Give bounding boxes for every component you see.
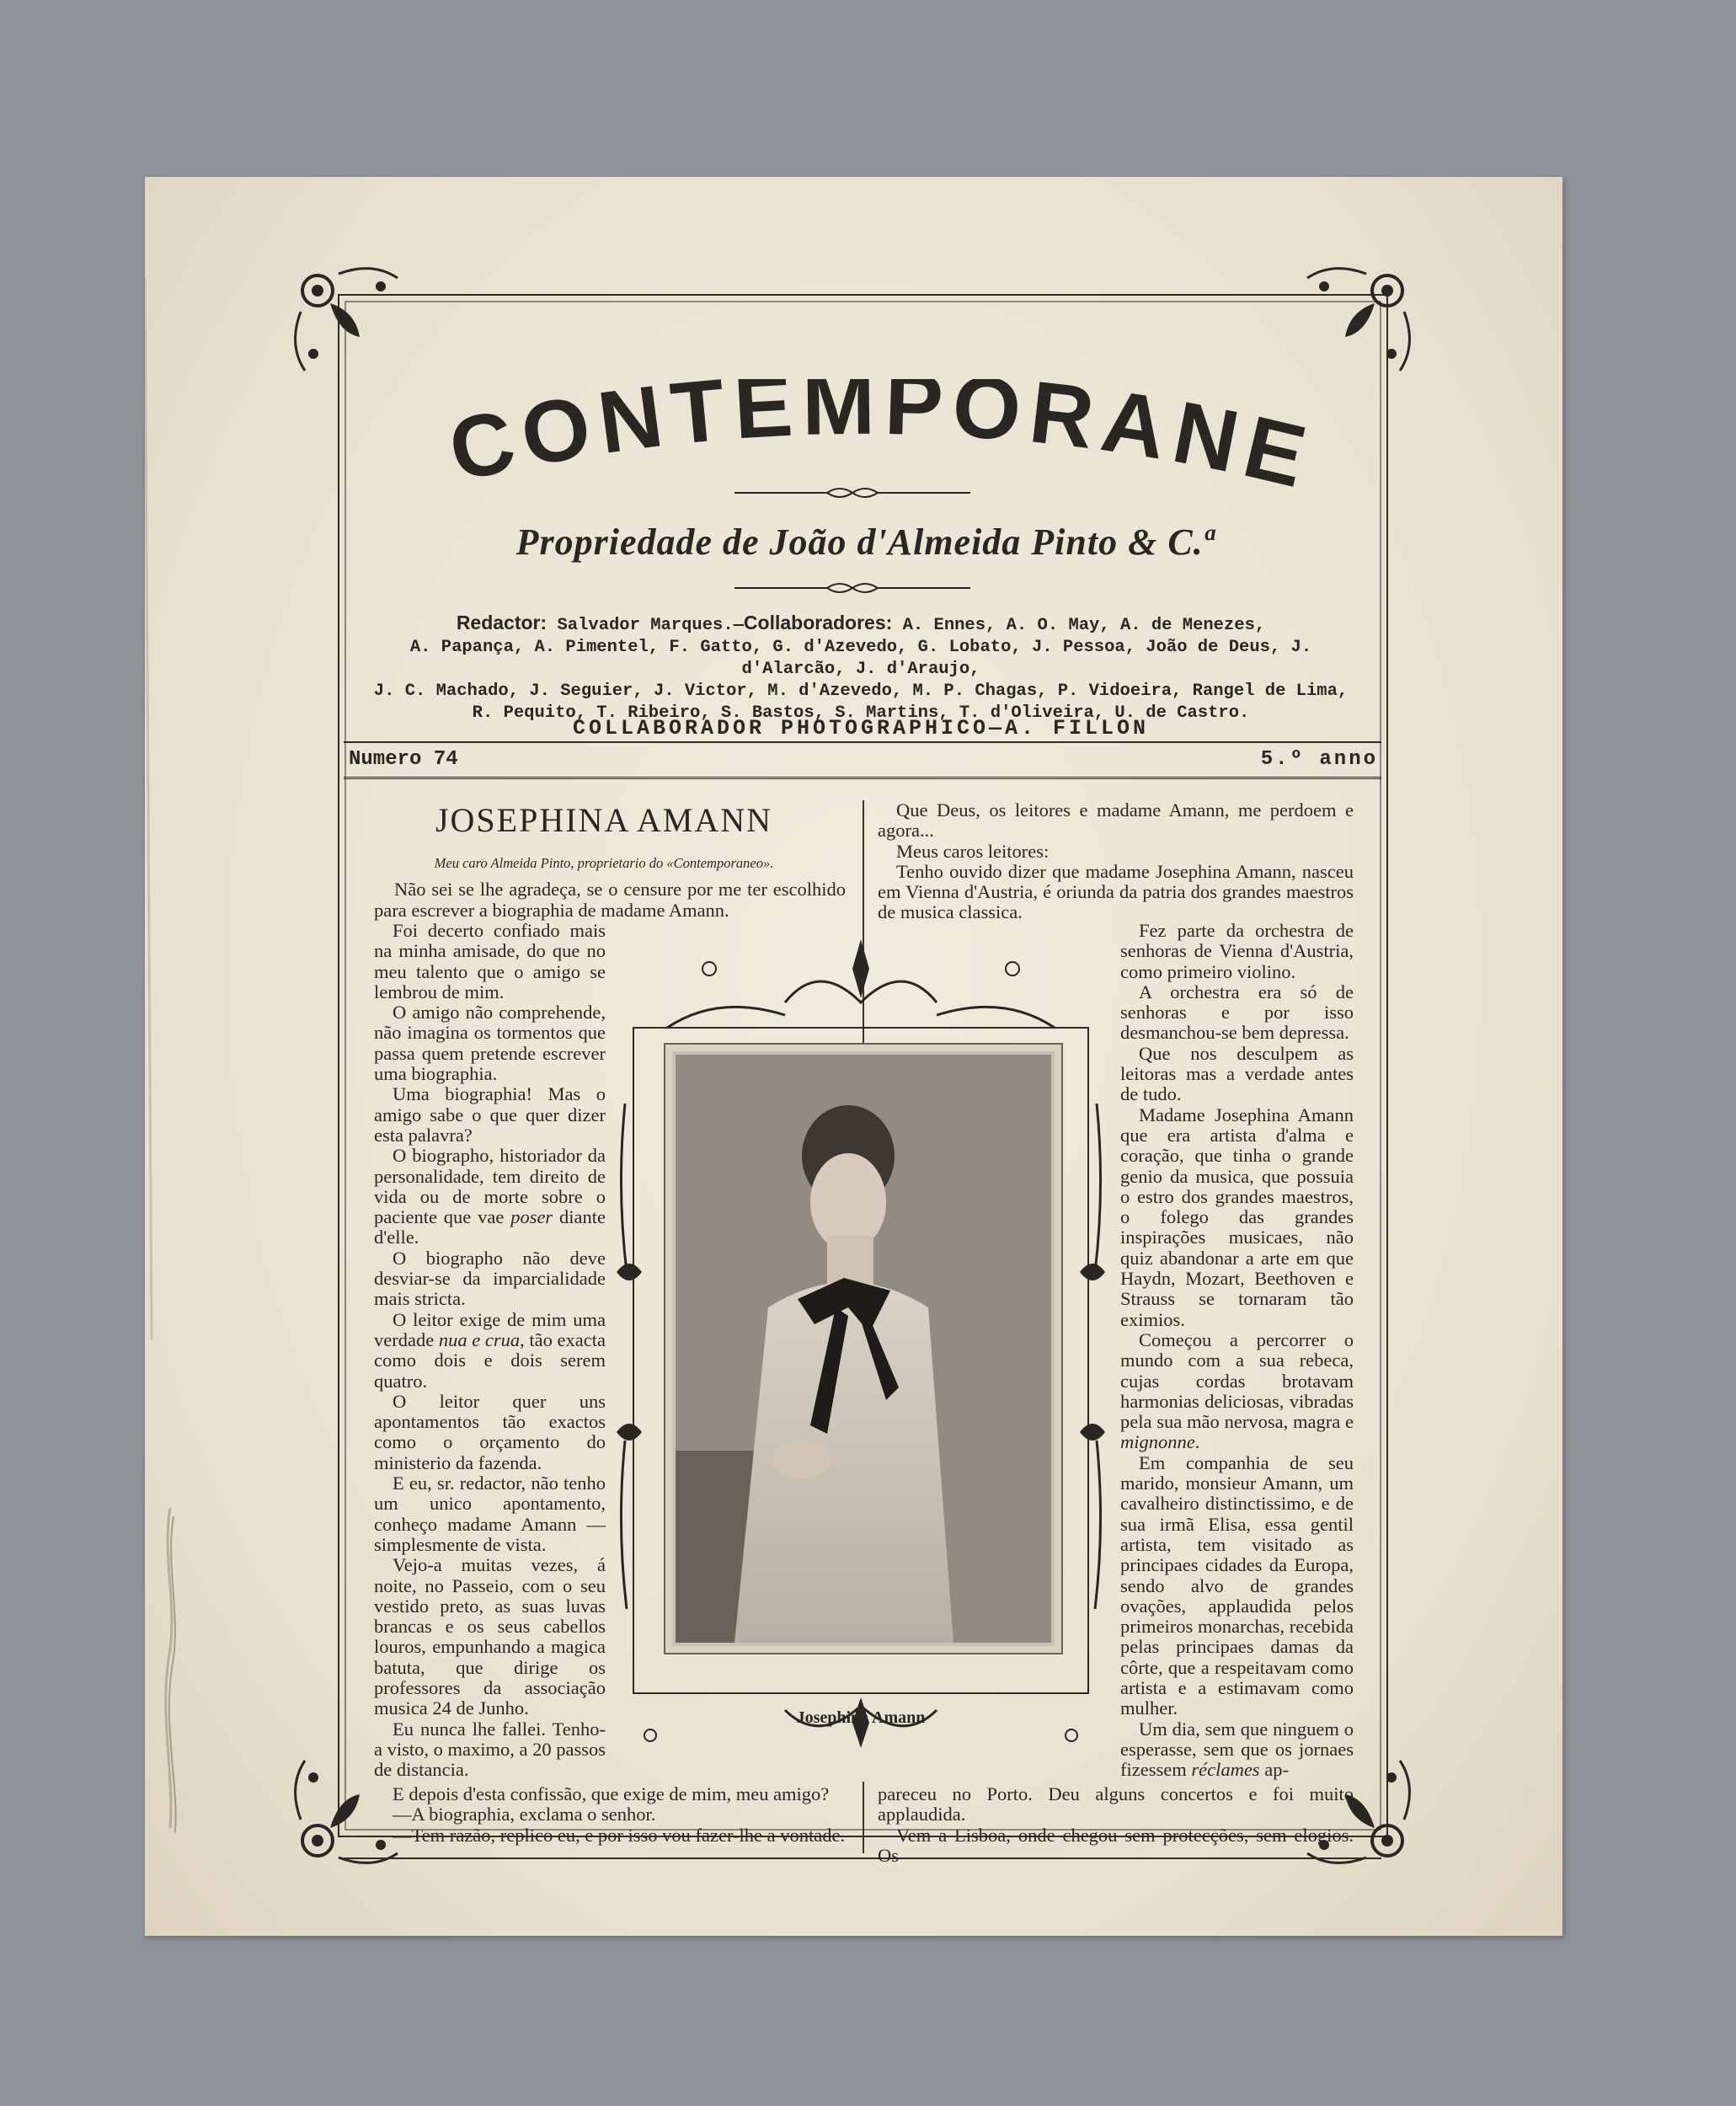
left-para-3: Uma biographia! Mas o amigo sabe o que quer dizer esta palavra?: [374, 1083, 606, 1146]
redactor-label: Redactor:: [456, 612, 548, 633]
collaborators-label: Collaboradores:: [743, 612, 893, 633]
left-para-9: Vejo-a muitas vezes, á noite, no Passeio, com o seu vestido preto, as suas luvas brancas e os seus cabellos louros, empunhando a magica batuta, que dirige os professores da associação musica 24 de Junho.: [374, 1554, 606, 1719]
dedication: Meu caro Almeida Pinto, proprietario do «Contemporaneo».: [434, 855, 774, 871]
staff-list: [355, 612, 1366, 724]
bottom-right-2: Vem a Lisboa, onde chegou sem protecções, sem elogios. Os: [878, 1824, 1354, 1866]
redactor-name: Salvador Marques.—: [557, 616, 744, 635]
staff-line-3: J. C. Machado, J. Seguier, J. Victor, M. d'Azevedo, M. P. Chagas, P. Vidoeira, Rangel de Lima,: [373, 682, 1349, 701]
right-top-2: Meus caros leitores:: [896, 840, 1050, 862]
right-para-2: A orchestra era só de senhoras e por isso desmanchou-se bem depressa.: [1120, 981, 1354, 1044]
right-top-text: [878, 800, 1354, 923]
issue-year: 5.º anno: [1260, 748, 1378, 771]
portrait-photo-mount: [664, 1043, 1063, 1654]
left-para-1: Foi decerto confiado mais na minha amisade, do que no meu talento que o amigo se lembrou de mim.: [374, 920, 606, 1002]
bottom-rule: [344, 1857, 1381, 1859]
left-para-7: O leitor quer uns apontamentos tão exactos como o orçamento do ministerio da fazenda.: [374, 1390, 606, 1473]
right-top-1: Que Deus, os leitores e madame Amann, me perdoem e agora...: [878, 799, 1354, 842]
portrait-caption: Josephina Amann: [796, 1708, 926, 1727]
corner-ornament-top-right: [1299, 253, 1425, 379]
right-top-3: Tenho ouvido dizer que madame Josephina Amann, nasceu em Vienna d'Austria, é oriunda da patria dos grandes maestros de musica classica.: [878, 860, 1354, 923]
intro-paragraph: Não sei se lhe agradeça, se o censure por me ter escolhido para escrever a biographia de madame Amann.: [374, 879, 846, 921]
left-column: [374, 921, 606, 1780]
right-para-7: Um dia, sem que ninguem o esperasse, sem que os jornaes fizessem réclames ap-: [1120, 1718, 1354, 1781]
subtitle: Propriedade de João d'Almeida Pinto & C.ª: [515, 521, 1215, 563]
bottom-right-text: [878, 1784, 1354, 1866]
bottom-left-2: —A biographia, exclama o senhor.: [393, 1804, 656, 1825]
portrait-photograph: [676, 1055, 1051, 1643]
column-divider-bottom: [863, 1782, 864, 1853]
right-para-4: Madame Josephina Amann que era artista d'alma e coração, que tinha o grande genio da musica, que possuia o estro dos grandes maestros, o folego das grandes inspirações musicaes, não quiz abandonar a arte em que Haydn, Mozart, Beethoven e Strauss se tornaram tão eximios.: [1120, 1104, 1354, 1330]
left-para-6: O leitor exige de mim uma verdade nua e crua, tão exacta como dois e dois serem quatro.: [374, 1308, 606, 1392]
newspaper-page: [145, 177, 1562, 1936]
right-para-6: Em companhia de seu marido, monsieur Amann, um cavalheiro distinctissimo, e de sua irmã Elisa, essa gentil artista, tem visitado as principaes cidades da Europa, sendo alvo de grandes ovações, applaudida pelos primeiros monarchas, recebida pelas principaes damas da côrte, que a respeitavam como artista e a estimavam como mulher.: [1120, 1451, 1354, 1719]
staff-line-2: A. Papança, A. Pimentel, F. Gatto, G. d'Azevedo, G. Lobato, J. Pessoa, João de Deus, J. d'Alarcão, J. d'Araujo,: [409, 638, 1312, 679]
right-para-5: Começou a percorrer o mundo com a sua rebeca, cujas cordas brotavam harmonias deliciosas, vibradas pela sua mão nervosa, magra e mignonne.: [1120, 1328, 1354, 1453]
right-para-3: Que nos desculpem as leitoras mas a verdade antes de tudo.: [1120, 1042, 1354, 1105]
left-para-8: E eu, sr. redactor, não tenho um unico apontamento, conheço madame Amann — simplesmente de vista.: [374, 1473, 606, 1555]
issue-bar: [344, 741, 1381, 779]
article-title: JOSEPHINA AMANN: [435, 801, 773, 839]
subtitle-rule-ornament: [734, 580, 970, 596]
bottom-left-3: —Tem razão, replico eu, e por isso vou fazer-lhe a vontade.: [393, 1824, 846, 1846]
right-column: [1120, 921, 1354, 1780]
photo-credit: COLLABORADOR PHOTOGRAPHICO—A. FILLON: [572, 716, 1150, 740]
left-para-5: O biographo não deve desviar-se da imparcialidade mais stricta.: [374, 1247, 606, 1310]
left-para-4: O biographo, historiador da personalidade, tem direito de vida ou de morte sobre o paciente que vae poser diante d'elle.: [374, 1145, 606, 1248]
binding-string: [145, 177, 195, 1936]
staff-line-4: R. Pequito, T. Ribeiro, S. Bastos, S. Martins, T. d'Oliveira, U. de Castro.: [472, 703, 1250, 723]
bottom-right-1: pareceu no Porto. Deu alguns concertos e foi muito applaudida.: [878, 1783, 1354, 1825]
bottom-left-text: [374, 1784, 846, 1846]
staff-line-1: A. Ennes, A. O. May, A. de Menezes,: [902, 616, 1266, 635]
corner-ornament-top-left: [280, 253, 406, 379]
bottom-left-1: E depois d'esta confissão, que exige de mim, meu amigo?: [393, 1783, 830, 1804]
title-rule-ornament: [734, 484, 970, 501]
left-para-2: O amigo não comprehende, não imagina os tormentos que passa quem pretende escrever uma biographia.: [374, 1002, 606, 1085]
right-para-1: Fez parte da orchestra de senhoras de Vienna d'Austria, como primeiro violino.: [1120, 920, 1354, 982]
left-para-10: Eu nunca lhe fallei. Tenho-a visto, o maximo, a 20 passos de distancia.: [374, 1718, 606, 1781]
title-text: CONTEMPORANE: [441, 379, 1323, 505]
issue-number: Numero 74: [349, 748, 458, 771]
